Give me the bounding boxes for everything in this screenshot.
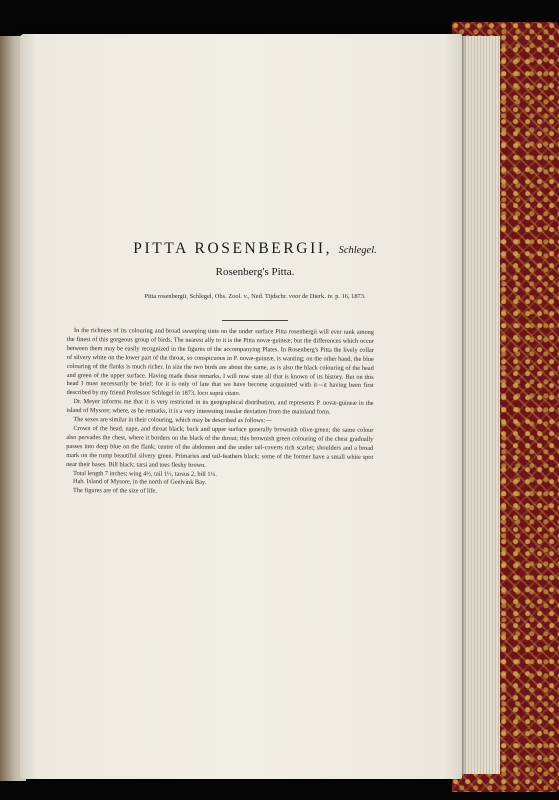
species-name: PITTA ROSENBERGII, <box>133 240 333 257</box>
paragraph: Crown of the head, nape, and throat black; back and upper surface generally brownish olive-green; the same colour also pervades the chest, where it borders on the black of the throat; this brownish green colouring of the chest gradually passes into deep blue on the flank; centre of the abdomen and the under tail-coverts rich scarlet; shoulders and a broad mark on the rump beautiful silvery green. Primaries and tail-feathers black; some of the former have a small white spot near their bases. Bill black; tarsi and toes fleshy brown. <box>66 425 374 469</box>
paragraph: The sexes are similar in their colouring, which may be described as follows:— <box>73 416 272 425</box>
page-title <box>60 240 450 258</box>
paragraph: The figures are of the size of life. <box>72 487 157 495</box>
common-name: Rosenberg's Pitta. <box>215 266 295 278</box>
citation: Pitta rosenbergii, Schlegel, Obs. Zool. v., Ned. Tijdschr. voor de Dierk. iv. p. 16, 1873. <box>144 293 366 300</box>
article-body <box>66 327 374 498</box>
paragraph: Dr. Meyer informs me that it is very restricted in its geographical distribution, and represents P. novæ-guineæ in the island of Mysore; where, as he remarks, it is a very interesting insular deviation from the mainland form. <box>66 398 374 416</box>
paragraph: Total length 7 inches; wing 4½, tail 1½, tarsus 2, bill 1¼. <box>73 469 217 478</box>
divider-rule <box>222 320 288 321</box>
page-stack-edge <box>460 36 500 774</box>
paragraph: In the richness of its colouring and broad sweeping tints on the under surface Pitta rosenbergii will ever rank among the finest of this gorgeous group of birds. The nearest ally to it is the Pitta novæ-guineæ; but the differences which occur between them may be easily recognized in the figures of the accompanying Plates. In Rosenberg's Pitta the lively collar of silvery white on the lower part of the throat, so conspicuous in P. novæ-guineæ, is wanting; on the other hand, the blue colouring of the flanks is much richer. In size the two birds are about the same, as is also the black colouring of the head and green of the upper surface. Having made these remarks, I will now state all that is known of its history. But on this head I must necessarily be brief; for it is only of late that we have become acquainted with it—it having been first described by my friend Professor Schlegel in 1873, loco suprà citato. <box>66 327 374 398</box>
paragraph: Hab. Island of Mysore, in the north of Geelvink Bay. <box>73 478 207 487</box>
species-author: Schlegel. <box>338 245 377 256</box>
